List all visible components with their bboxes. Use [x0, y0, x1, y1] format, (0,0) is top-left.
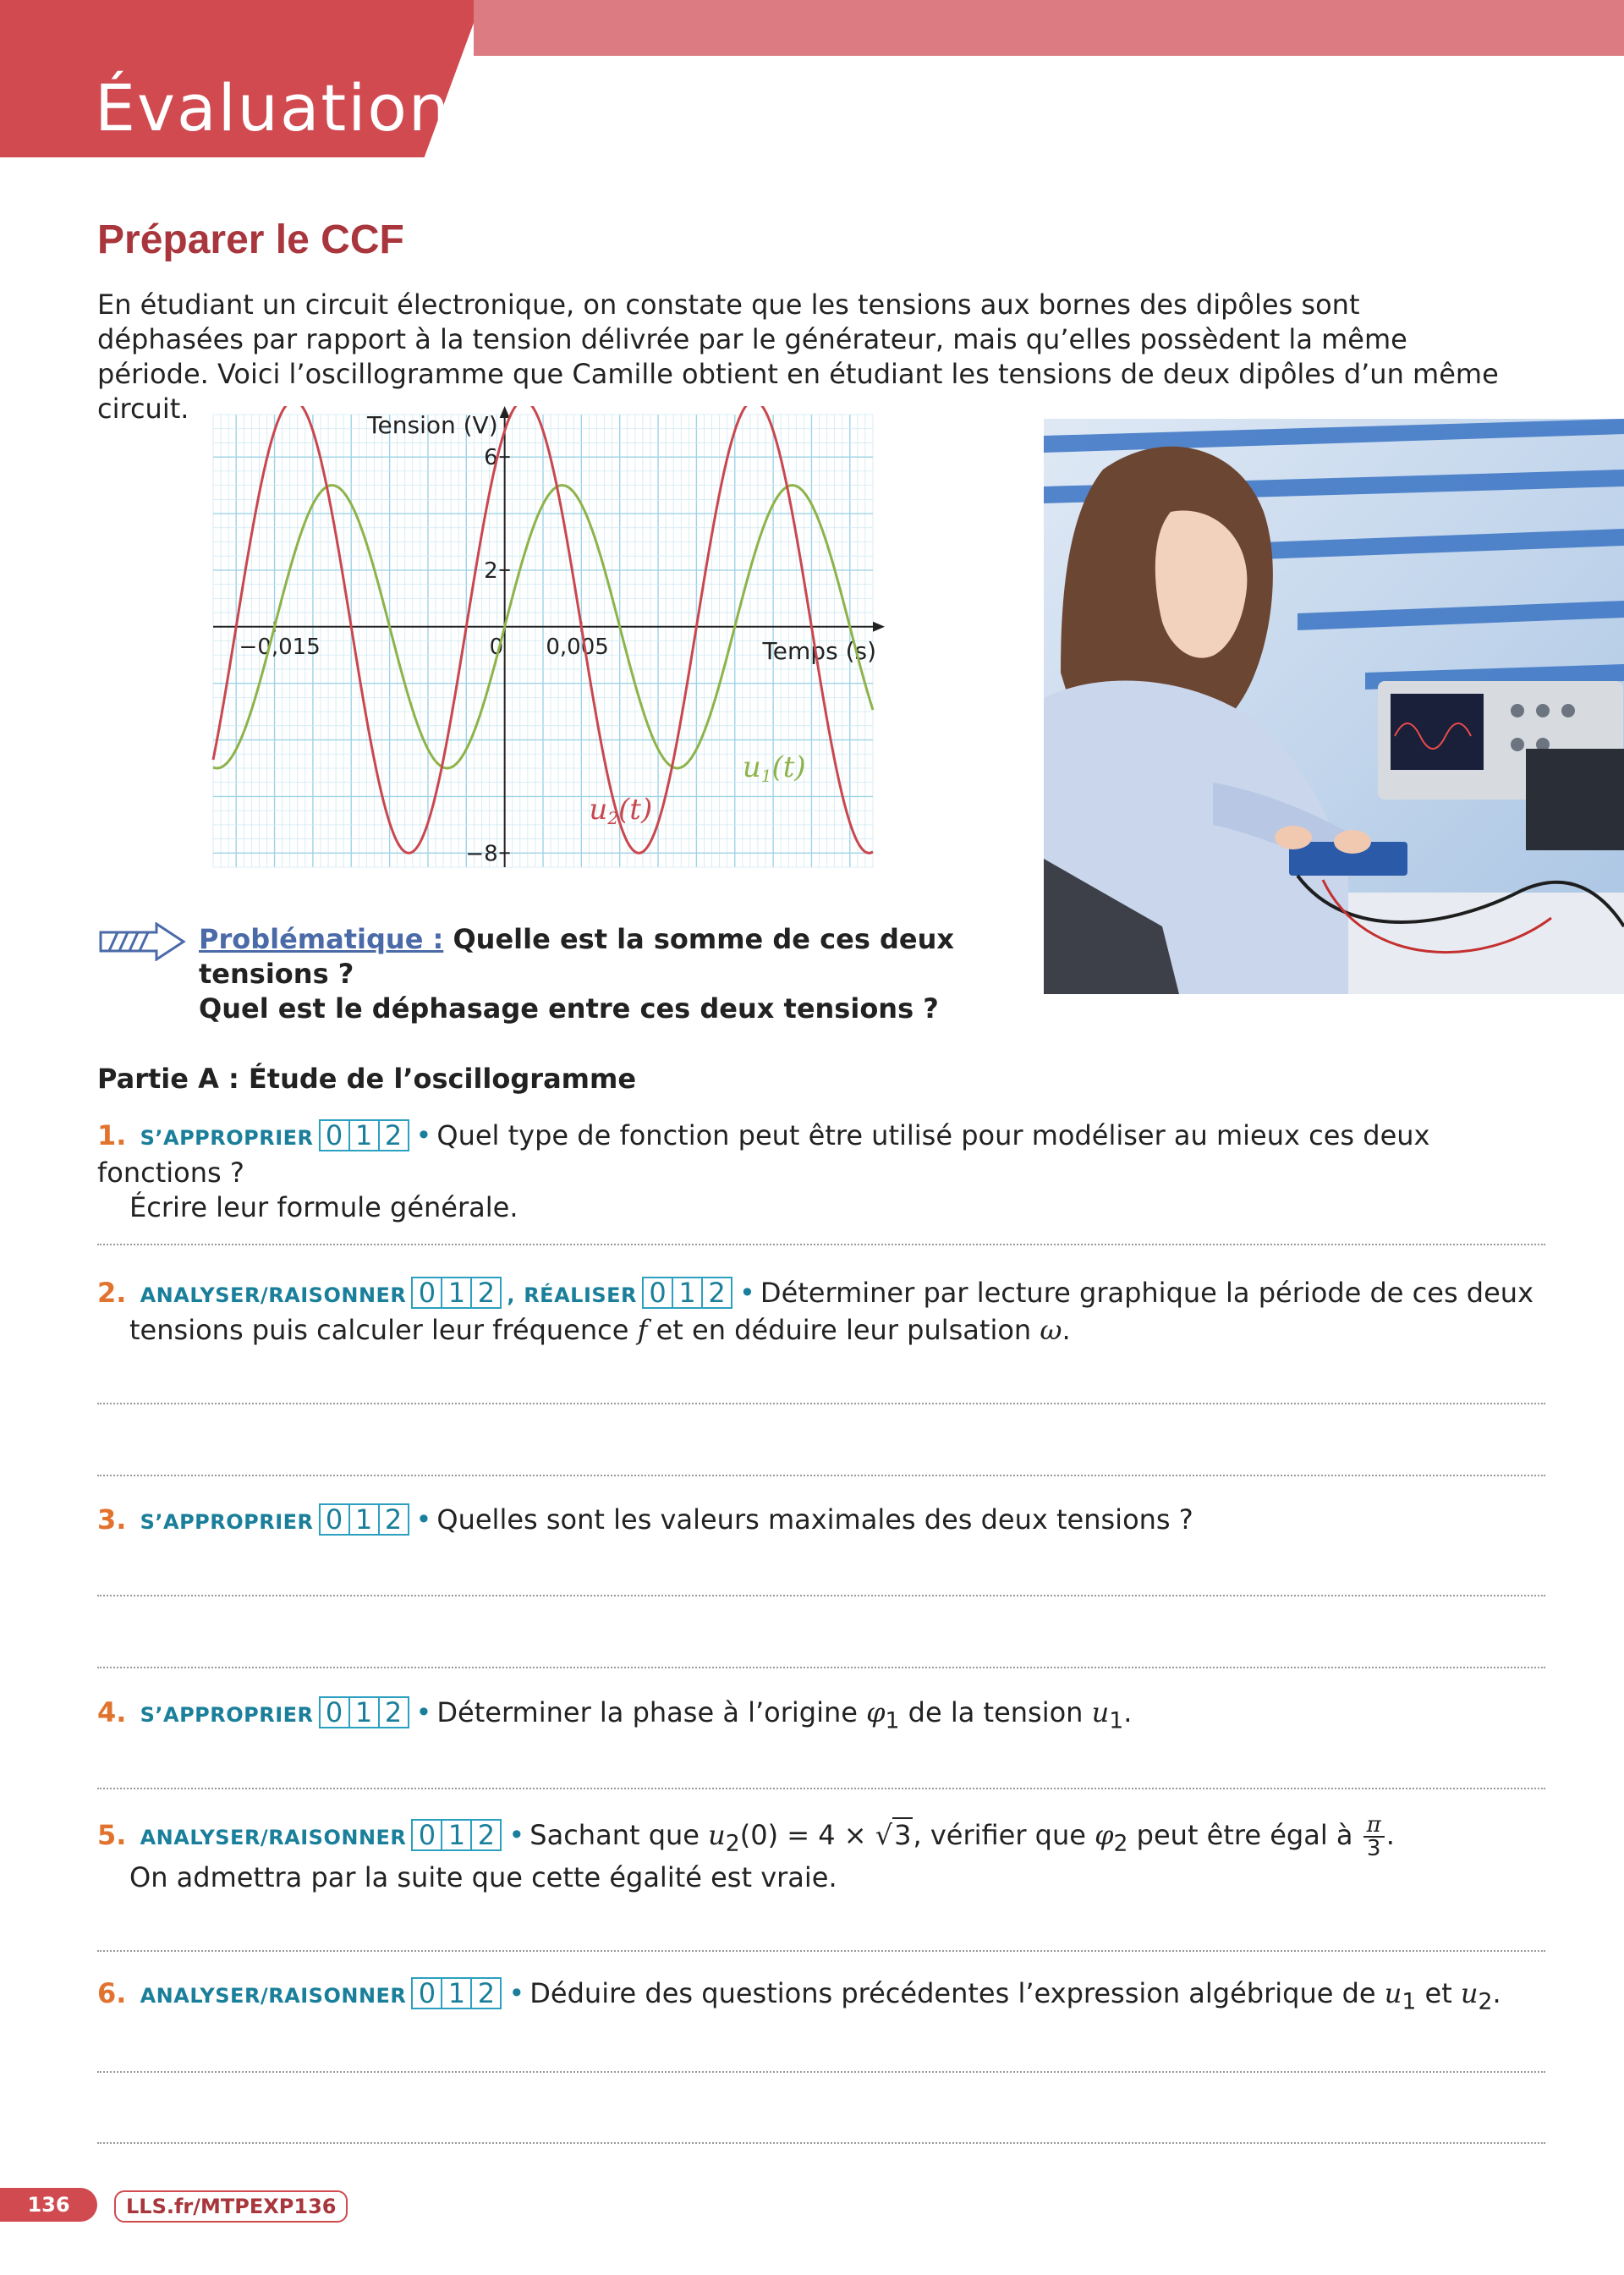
- question-3: [97, 1503, 1535, 1540]
- sqrt-symbol: √: [875, 1819, 893, 1851]
- frac-den: 3: [1366, 1836, 1381, 1861]
- q5-text-b: , vérifier que: [913, 1819, 1086, 1851]
- skill-label: S’APPROPRIER: [140, 1126, 314, 1150]
- question-number: 3.: [97, 1503, 127, 1536]
- y-tick-label: 6: [484, 445, 498, 471]
- grade-box[interactable]: [411, 1819, 502, 1851]
- arrow-icon: [97, 922, 189, 961]
- y-axis-arrow: [500, 406, 510, 418]
- oscillogram-svg: [196, 406, 890, 880]
- grade-0[interactable]: 0: [649, 1277, 667, 1309]
- problematique-question-2: Quel est le déphasage entre ces deux tensions ?: [199, 992, 939, 1025]
- sub-1: 1: [1402, 1988, 1417, 2015]
- var-u2: u: [1460, 1977, 1479, 2009]
- answer-line[interactable]: [97, 1788, 1545, 1789]
- bullet: •: [415, 1119, 432, 1151]
- grade-2[interactable]: 2: [470, 1278, 500, 1307]
- answer-line[interactable]: [97, 2142, 1545, 2144]
- answer-line[interactable]: [97, 1595, 1545, 1596]
- question-4: [97, 1695, 1535, 1738]
- question-1: [97, 1118, 1535, 1225]
- grade-box[interactable]: [319, 1119, 409, 1151]
- x-axis-arrow: [873, 622, 885, 632]
- grade-1[interactable]: 1: [348, 1505, 378, 1534]
- q6-end: .: [1492, 1977, 1501, 2009]
- q5-end: .: [1385, 1819, 1395, 1851]
- grade-1[interactable]: 1: [441, 1278, 470, 1307]
- grade-1[interactable]: 1: [441, 1979, 470, 2008]
- sub-1b: 1: [1109, 1707, 1124, 1734]
- grade-1[interactable]: 1: [348, 1698, 378, 1727]
- chapter-title: Évaluation: [95, 70, 452, 146]
- sub-1: 1: [885, 1707, 900, 1734]
- question-text: Déterminer par lecture graphique la période de ces deux: [760, 1277, 1533, 1309]
- student-oscilloscope-image: [1044, 419, 1624, 994]
- y-axis-label: Tension (V): [367, 411, 498, 439]
- answer-line[interactable]: [97, 1667, 1545, 1668]
- bullet: •: [415, 1503, 432, 1536]
- grade-1[interactable]: 1: [441, 1821, 470, 1849]
- grade-0[interactable]: 0: [325, 1696, 343, 1728]
- x-axis-label: Temps (s): [762, 636, 876, 665]
- question-number: 4.: [97, 1696, 127, 1728]
- skill-label: ANALYSER/RAISONNER: [140, 1826, 407, 1849]
- question-number: 5.: [97, 1819, 127, 1851]
- grade-1[interactable]: 1: [348, 1121, 378, 1150]
- y-tick-label: −8: [465, 841, 498, 867]
- grade-0[interactable]: 0: [325, 1503, 343, 1536]
- bullet: •: [415, 1696, 432, 1728]
- var-u: u: [1091, 1696, 1110, 1728]
- part-a-title: Partie A : Étude de l’oscillogramme: [97, 1063, 637, 1095]
- problematique-label: Problématique :: [199, 923, 444, 955]
- question-number: 2.: [97, 1277, 127, 1309]
- x-tick-label: 0,005: [546, 634, 609, 660]
- frac-num: π: [1363, 1814, 1385, 1838]
- grade-1[interactable]: 1: [672, 1278, 701, 1307]
- skill-label: ANALYSER/RAISONNER: [140, 1984, 407, 2008]
- grade-box[interactable]: [319, 1503, 409, 1536]
- intro-paragraph: En étudiant un circuit électronique, on constate que les tensions aux bornes des dipôles sont déphasées par rapport à la tension délivrée par le générateur, mais qu’elles possèdent la même période. Voici l’oscillogramme que Camille obtient en étudiant les tensions de deux dipôles d’un même circuit.: [97, 288, 1499, 425]
- q2-text-c: et en déduire leur pulsation: [656, 1314, 1032, 1346]
- q2-end: .: [1062, 1314, 1071, 1346]
- var-f: f: [637, 1314, 648, 1346]
- question-text: Déduire des questions précédentes l’expression algébrique de: [529, 1977, 1376, 2009]
- grade-box[interactable]: [319, 1696, 409, 1728]
- grade-2[interactable]: 2: [378, 1121, 408, 1150]
- skill-separator: ,: [507, 1283, 516, 1307]
- q2-text-b: tensions puis calculer leur fréquence: [129, 1314, 629, 1346]
- question-text: Sachant que: [529, 1819, 700, 1851]
- sub-2: 2: [725, 1830, 740, 1857]
- skill-label: S’APPROPRIER: [140, 1510, 314, 1534]
- answer-line[interactable]: [97, 1403, 1545, 1404]
- question-text: Quelles sont les valeurs maximales des deux tensions ?: [436, 1503, 1193, 1536]
- skill-label: ANALYSER/RAISONNER: [140, 1283, 407, 1307]
- sub-2: 2: [1478, 1988, 1493, 2015]
- header-band-top: [474, 0, 1624, 56]
- skill-label-2: RÉALISER: [524, 1283, 638, 1307]
- grade-2[interactable]: 2: [701, 1278, 731, 1307]
- q5-expr: (0) = 4 ×: [739, 1819, 875, 1851]
- problematique-question-1: Quelle est la somme de ces deux tensions ?: [199, 923, 955, 990]
- question-text: Déterminer la phase à l’origine: [436, 1696, 858, 1728]
- var-u: u: [708, 1819, 726, 1851]
- question-text-line2: [97, 1313, 1535, 1348]
- bullet: •: [739, 1277, 755, 1309]
- student-photo: [1044, 419, 1624, 994]
- q5-text-c: peut être égal à: [1136, 1819, 1353, 1851]
- skill-label: S’APPROPRIER: [140, 1703, 314, 1727]
- question-number: 6.: [97, 1977, 127, 2009]
- grade-2[interactable]: 2: [470, 1821, 500, 1849]
- series-label-2: u2(t): [589, 793, 653, 829]
- question-number: 1.: [97, 1119, 127, 1151]
- grade-2[interactable]: 2: [378, 1505, 408, 1534]
- question-text-line2: Écrire leur formule générale.: [129, 1191, 518, 1223]
- answer-line[interactable]: [97, 1475, 1545, 1476]
- q4-end: .: [1123, 1696, 1133, 1728]
- grade-0[interactable]: 0: [325, 1119, 343, 1151]
- grade-box-2[interactable]: [642, 1277, 732, 1309]
- grade-0[interactable]: 0: [418, 1819, 436, 1851]
- series-label-1: u1(t): [742, 750, 806, 786]
- question-text-line2: On admettra par la suite que cette égalité est vraie.: [129, 1861, 837, 1894]
- answer-line[interactable]: [97, 2071, 1545, 2073]
- y-tick-label: 2: [484, 558, 498, 584]
- q4-text-b: de la tension: [908, 1696, 1084, 1728]
- oscillogram-chart: [196, 406, 890, 880]
- answer-line[interactable]: [97, 1950, 1545, 1952]
- lls-link[interactable]: LLS.fr/MTPEXP136: [114, 2190, 348, 2223]
- grade-box[interactable]: [411, 1977, 502, 2009]
- section-title: Préparer le CCF: [97, 217, 404, 262]
- question-2: [97, 1276, 1535, 1348]
- var-phi: φ: [1095, 1819, 1114, 1851]
- x-tick-label: −0,015: [239, 634, 321, 660]
- sub-2b: 2: [1113, 1830, 1128, 1857]
- answer-line[interactable]: [97, 1244, 1545, 1245]
- question-6: [97, 1976, 1535, 2019]
- var-phi: φ: [866, 1696, 886, 1728]
- grade-2[interactable]: 2: [378, 1698, 408, 1727]
- fraction-pi-3: [1363, 1814, 1385, 1860]
- var-u1: u: [1384, 1977, 1402, 2009]
- problematique-text: [199, 922, 994, 1026]
- grade-0[interactable]: 0: [418, 1977, 436, 2009]
- page-number: 136: [0, 2188, 97, 2222]
- q6-and: et: [1424, 1977, 1452, 2009]
- bullet: •: [508, 1977, 525, 2009]
- var-omega: ω: [1040, 1314, 1062, 1346]
- grade-box[interactable]: [411, 1277, 502, 1309]
- question-5: [97, 1814, 1535, 1895]
- grade-2[interactable]: 2: [470, 1979, 500, 2008]
- problematique-block: [97, 922, 994, 1025]
- sqrt-arg: 3: [894, 1819, 912, 1851]
- grade-0[interactable]: 0: [418, 1277, 436, 1309]
- bullet: •: [508, 1819, 525, 1851]
- x-tick-label: 0: [489, 634, 504, 660]
- question-text: Quel type de fonction peut être utilisé pour modéliser au mieux ces deux fonctions ?: [97, 1119, 1430, 1189]
